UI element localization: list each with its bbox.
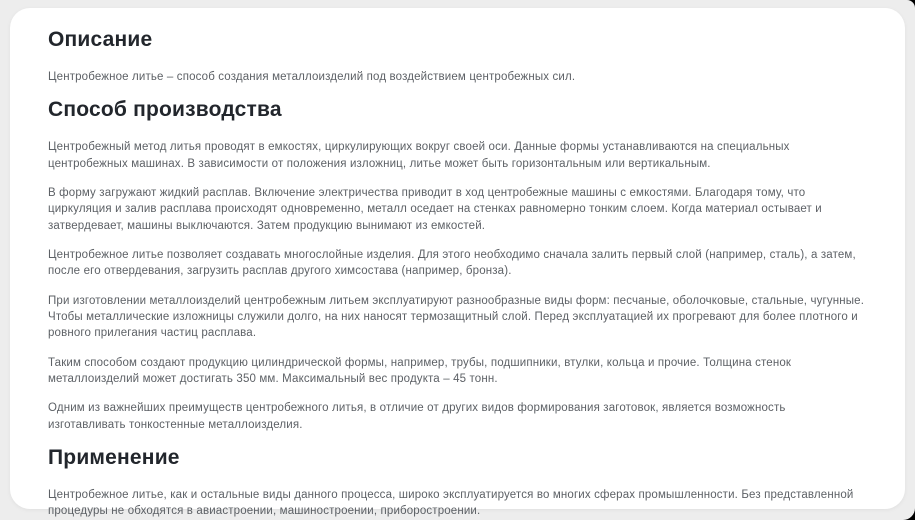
section-application (48, 446, 865, 520)
section-heading-application: Применение (48, 445, 180, 469)
article-card (10, 8, 905, 518)
paragraph-production-5: Таким способом создают продукцию цилиндрической формы, например, трубы, подшипники, втулки, кольца и прочие. Толщина стенок металлоизделий может достигать 350 мм. Максимальный вес продукта – 45 тонн. (48, 356, 792, 385)
section-heading-production-method: Способ производства (48, 98, 282, 122)
paragraph-production-3: Центробежное литье позволяет создавать многослойные изделия. Для этого необходимо сначала залить первый слой (например, сталь), а затем, после его отвердевания, загрузить расплав другого химсостава (например, бронза). (48, 248, 856, 278)
paragraph-production-1: Центробежный метод литья проводят в емкостях, циркулирующих вокруг своей оси. Данные формы устанавливаются на специальных центробежных машинах. В зависимости от положения изложниц, литье может быть горизонтальным или вертикальным. (48, 141, 790, 170)
paragraph-production-6: Одним из важнейших преимуществ центробежного литья, в отличие от других видов формирования заготовок, является возможность изготавливать тонкостенные металлоизделия. (48, 402, 786, 431)
section-production-method (48, 98, 865, 433)
paragraph-description-intro: Центробежное литье – способ создания металлоизделий под воздействием центробежных сил. (48, 71, 576, 83)
paragraph-application-1: Центробежное литье, как и остальные виды данного процесса, широко эксплуатируется во многих сферах промышленности. Без представленной процедуры не обходятся в авиастроении, машиностроении, приборостроении. (48, 488, 854, 518)
section-description (48, 28, 865, 85)
section-heading-description: Описание (48, 28, 153, 51)
paragraph-production-4: При изготовлении металлоизделий центробежным литьем эксплуатируют разнообразные виды форм: песчаные, оболочковые, стальные, чугунные. Чтобы металлические изложницы служили долго, на них наносят термозащитный слой. Перед эксплуатацией их прогревают для более плотного и ровного прилегания частиц расплава. (48, 294, 865, 340)
paragraph-production-2: В форму загружают жидкий расплав. Включение электричества приводит в ход центробежные машины с емкостями. Благодаря тому, что циркуляция и залив расплава происходят одновременно, металл оседает на стенках равномерно тонким слоем. Когда материал остывает и затвердевает, машины выключаются. Затем продукцию вынимают из емкостей. (48, 186, 822, 232)
